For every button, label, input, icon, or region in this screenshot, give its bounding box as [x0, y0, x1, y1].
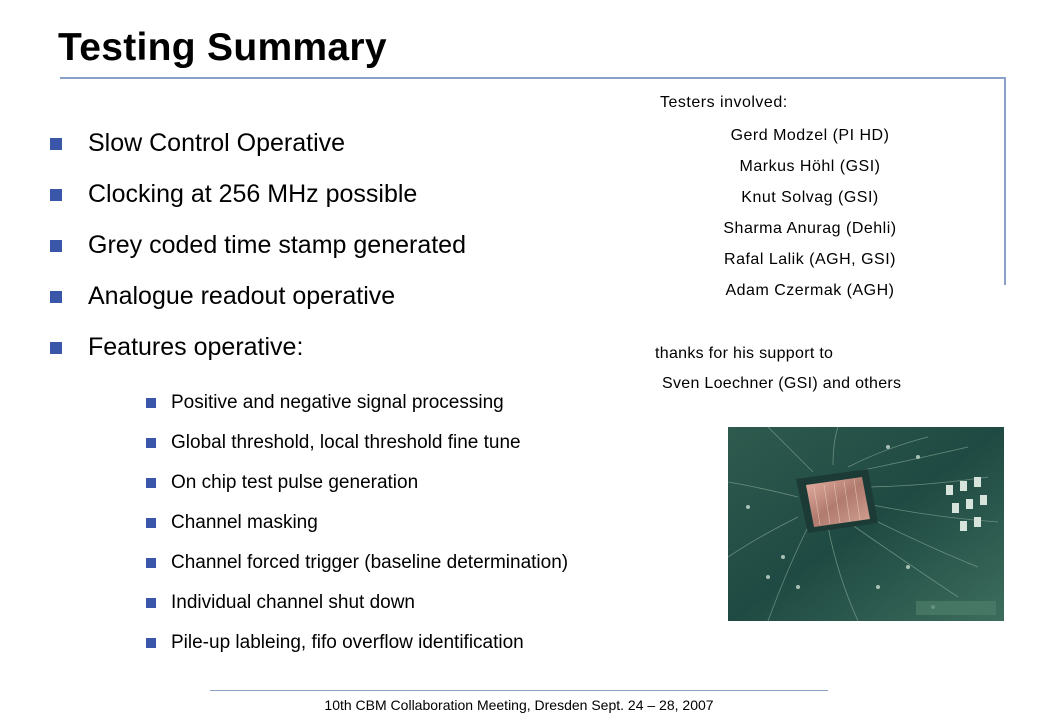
tester-name: Adam Czermak (AGH): [725, 282, 895, 299]
sub-bullet-item: [146, 544, 568, 584]
sub-bullet-text: Pile-up lableing, fifo overflow identification: [171, 632, 524, 653]
sub-bullet-item: [146, 464, 568, 504]
sub-bullet-text: On chip test pulse generation: [171, 472, 419, 493]
slide-footer: 10th CBM Collaboration Meeting, Dresden Sept. 24 – 28, 2007: [324, 697, 714, 713]
square-bullet-icon: [50, 342, 62, 354]
sub-bullet-item: [146, 384, 568, 424]
main-bullet-list: [50, 124, 466, 379]
title-underline: [60, 77, 1006, 79]
tester-name: Knut Solvag (GSI): [741, 189, 879, 206]
testers-list: [640, 126, 980, 312]
footer-divider: [210, 690, 828, 691]
square-bullet-icon: [50, 189, 62, 201]
bullet-text: Features operative:: [88, 333, 304, 361]
slide-title: Testing Summary: [58, 26, 387, 69]
bullet-item: [50, 226, 466, 277]
square-bullet-icon: [146, 518, 156, 528]
square-bullet-icon: [50, 291, 62, 303]
sub-bullet-text: Channel forced trigger (baseline determination): [171, 552, 569, 573]
square-bullet-icon: [50, 138, 62, 150]
tester-name: Sharma Anurag (Dehli): [723, 220, 897, 237]
thanks-line-2: Sven Loechner (GSI) and others: [662, 375, 902, 392]
tester-name: Markus Höhl (GSI): [739, 158, 881, 175]
square-bullet-icon: [146, 558, 156, 568]
bullet-item: [50, 328, 466, 379]
bullet-text: Analogue readout operative: [88, 282, 396, 310]
tester-name: Rafal Lalik (AGH, GSI): [724, 251, 896, 268]
thanks-line-1: thanks for his support to: [655, 345, 834, 362]
tester-name: Gerd Modzel (PI HD): [730, 127, 890, 144]
bullet-item: [50, 277, 466, 328]
square-bullet-icon: [146, 638, 156, 648]
bullet-text: Slow Control Operative: [88, 129, 346, 157]
square-bullet-icon: [146, 598, 156, 608]
bullet-item: [50, 175, 466, 226]
bullet-text: Grey coded time stamp generated: [88, 231, 466, 259]
sub-bullet-text: Global threshold, local threshold fine tune: [171, 432, 521, 453]
bullet-item: [50, 124, 466, 175]
sub-bullet-text: Channel masking: [171, 512, 318, 533]
chip-photo-icon: [728, 427, 1004, 621]
sub-bullet-item: [146, 624, 568, 664]
sub-bullet-item: [146, 424, 568, 464]
feature-sub-list: [146, 384, 568, 664]
sub-bullet-item: [146, 504, 568, 544]
sub-bullet-text: Individual channel shut down: [171, 592, 416, 613]
square-bullet-icon: [146, 398, 156, 408]
square-bullet-icon: [50, 240, 62, 252]
frame-right-border: [1004, 77, 1006, 285]
sub-bullet-text: Positive and negative signal processing: [171, 392, 504, 413]
sub-bullet-item: [146, 584, 568, 624]
testers-heading: Testers involved:: [660, 94, 788, 111]
square-bullet-icon: [146, 478, 156, 488]
square-bullet-icon: [146, 438, 156, 448]
bullet-text: Clocking at 256 MHz possible: [88, 180, 418, 208]
